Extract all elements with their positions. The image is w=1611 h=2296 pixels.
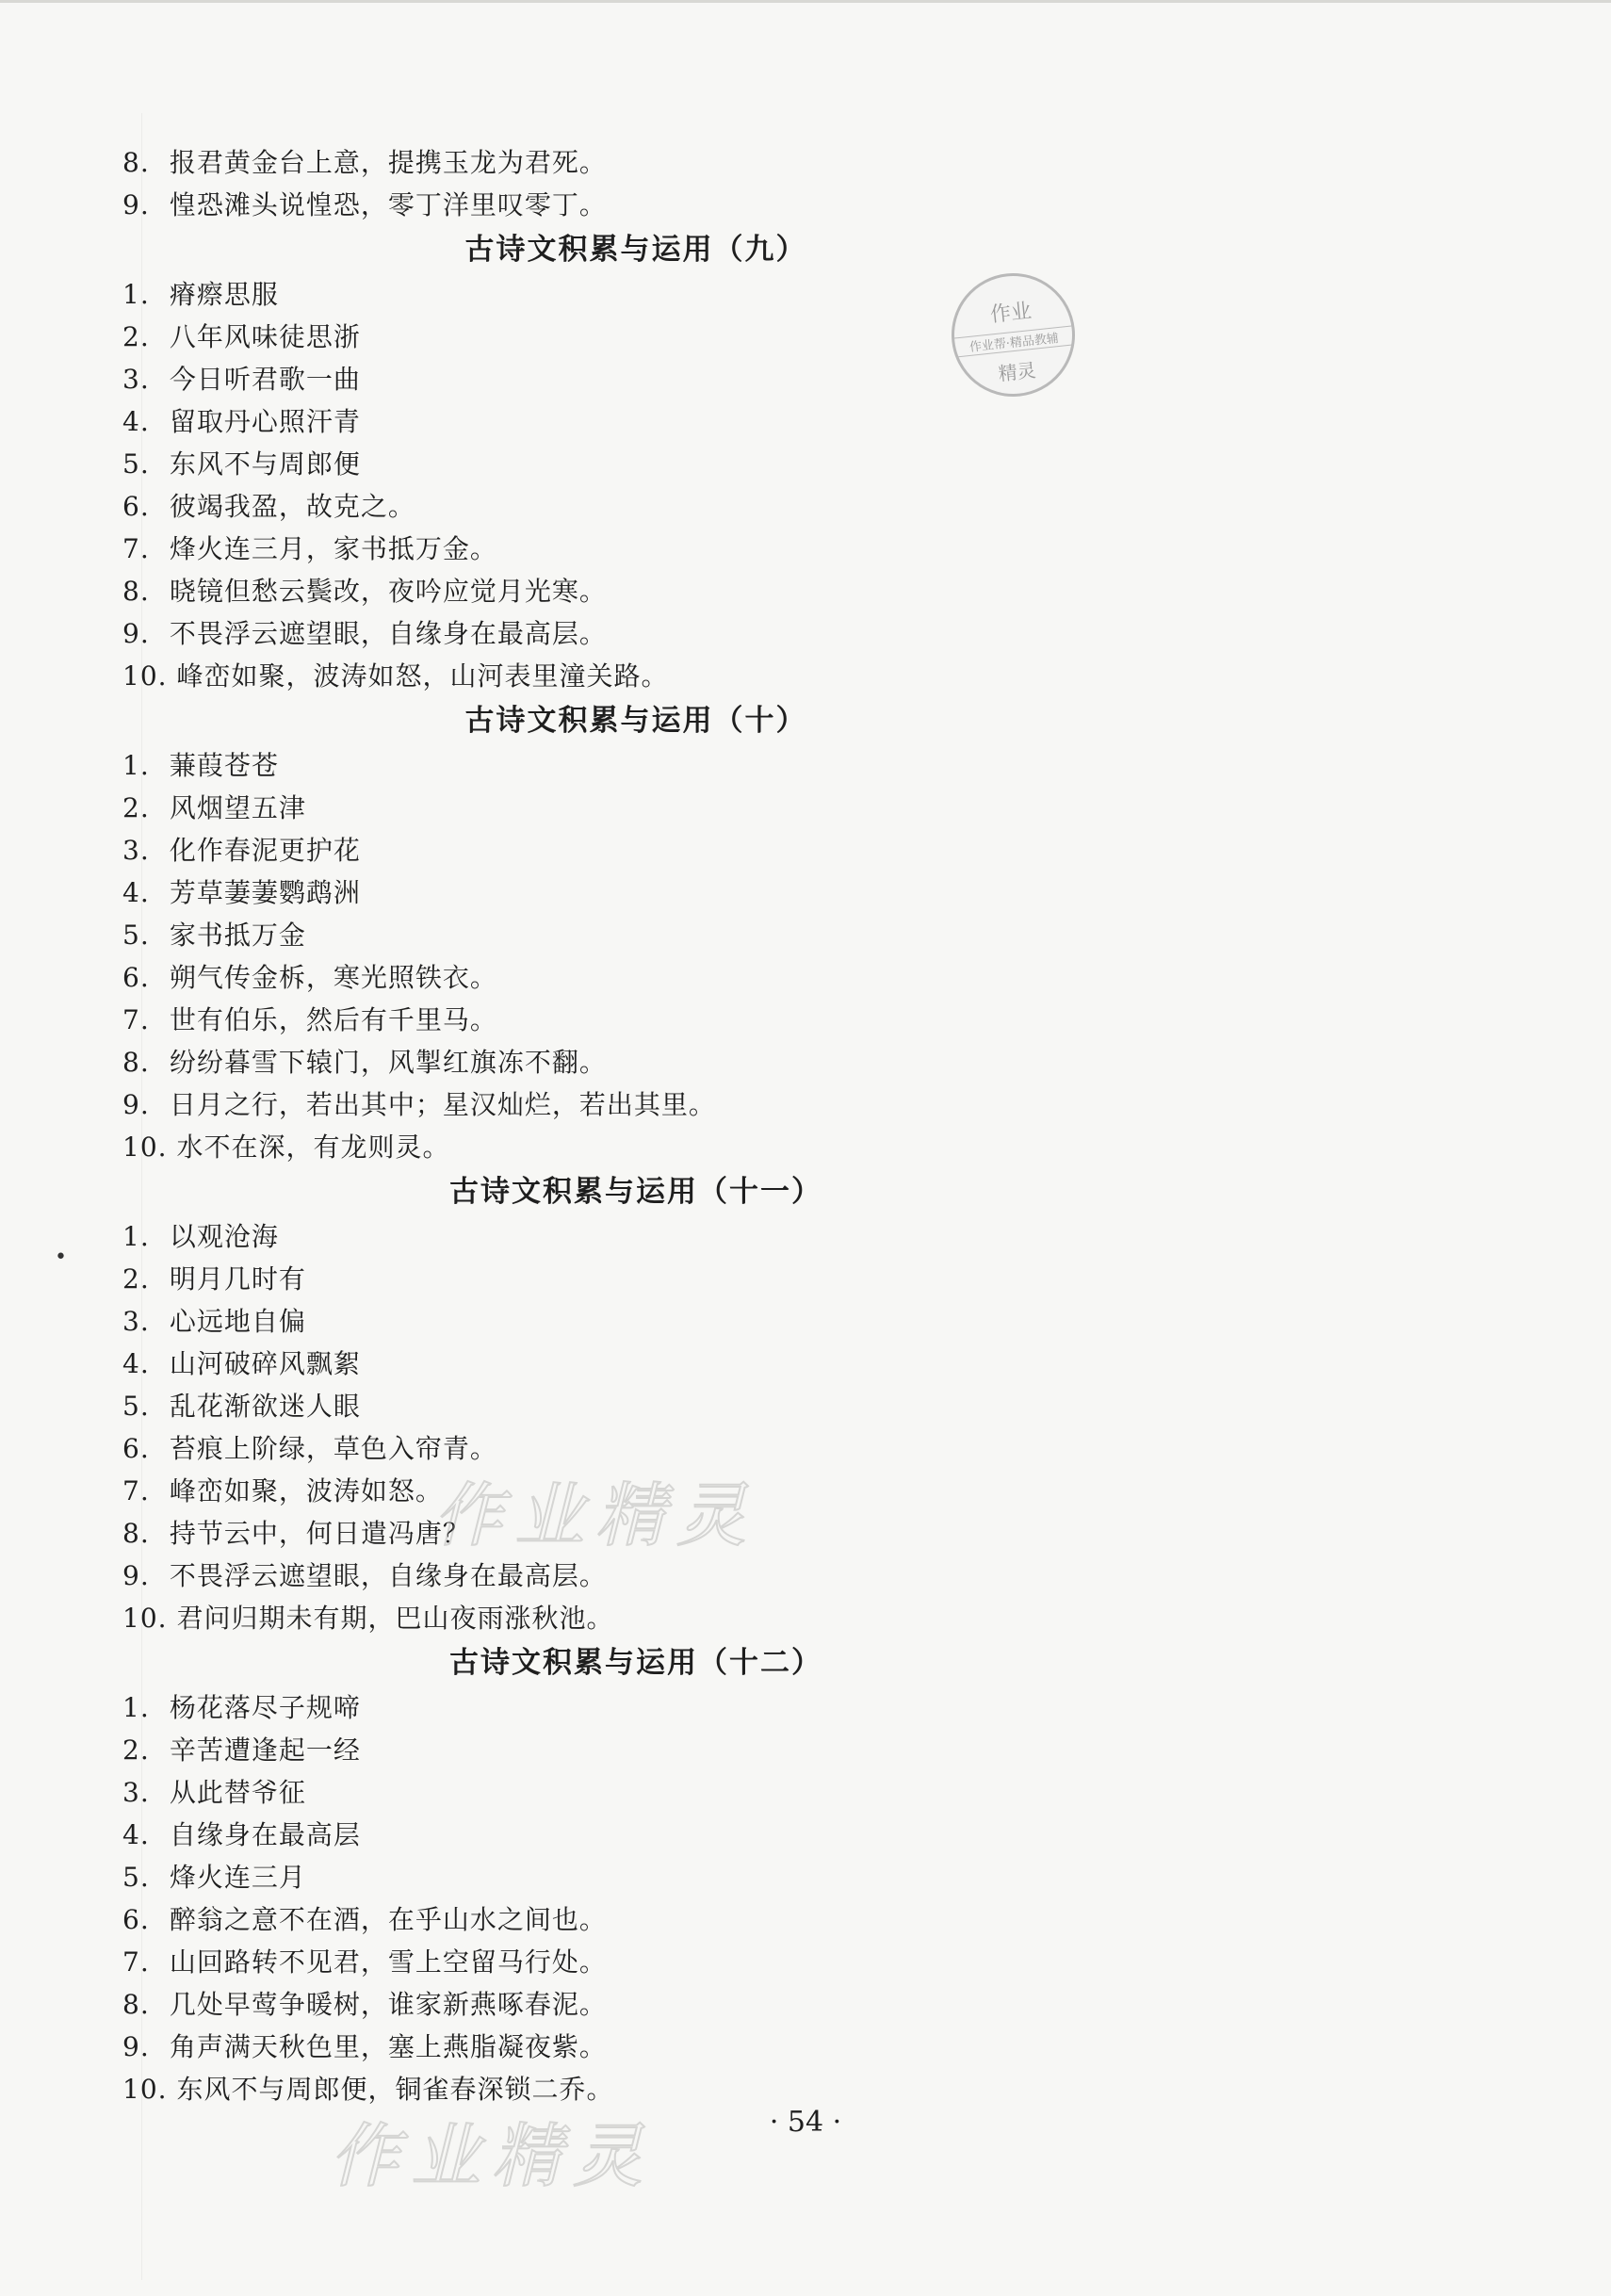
item-text: 自缘身在最高层 — [169, 1819, 361, 1850]
item-number: 10. — [122, 1132, 168, 1163]
item-number: 9. — [122, 1560, 150, 1591]
item-text: 报君黄金台上意，提携玉龙为君死。 — [169, 147, 607, 178]
answer-item — [122, 141, 1065, 184]
item-text: 东风不与周郎便 — [169, 448, 361, 480]
answer-item — [122, 485, 1065, 528]
item-number: 2. — [122, 1263, 150, 1295]
section-heading: 古诗文积累与运用（十二） — [449, 1646, 822, 1680]
answer-item — [122, 316, 1065, 358]
answer-item — [122, 1771, 1065, 1814]
answer-content — [122, 141, 1065, 2110]
answer-item — [122, 1258, 1065, 1300]
publisher-stamp: 作业 作业帮·精品教辅 精灵 — [946, 268, 1082, 403]
stray-mark: • — [55, 1246, 67, 1269]
item-text: 芳草萋萋鹦鹉洲 — [169, 877, 361, 908]
item-text: 晓镜但愁云鬓改，夜吟应觉月光寒。 — [169, 576, 607, 607]
item-text: 苔痕上阶绿，草色入帘青。 — [169, 1433, 497, 1464]
item-text: 杨花落尽子规啼 — [169, 1692, 361, 1723]
item-text: 纷纷暮雪下辕门，风掣红旗冻不翻。 — [169, 1047, 607, 1078]
item-number: 4. — [122, 406, 150, 437]
answer-item — [122, 570, 1065, 612]
answer-item — [122, 358, 1065, 400]
item-number: 8. — [122, 147, 150, 178]
answer-item — [122, 1729, 1065, 1771]
answer-item — [122, 914, 1065, 956]
item-number: 1. — [122, 279, 150, 310]
answer-item — [122, 1941, 1065, 1983]
answer-item — [122, 1555, 1065, 1597]
item-number: 10. — [122, 1603, 168, 1634]
item-number: 3. — [122, 835, 150, 866]
item-text: 辛苦遭逢起一经 — [169, 1734, 361, 1766]
item-text: 东风不与周郎便，铜雀春深锁二乔。 — [176, 2074, 614, 2105]
item-number: 5. — [122, 920, 150, 951]
item-text: 不畏浮云遮望眼，自缘身在最高层。 — [169, 618, 607, 649]
item-text: 不畏浮云遮望眼，自缘身在最高层。 — [169, 1560, 607, 1591]
answer-item — [122, 1856, 1065, 1898]
answer-item — [122, 956, 1065, 999]
item-number: 8. — [122, 576, 150, 607]
item-number: 2. — [122, 321, 150, 352]
item-number: 7. — [122, 1475, 150, 1506]
item-number: 6. — [122, 1904, 150, 1935]
item-number: 3. — [122, 364, 150, 395]
item-number: 8. — [122, 1518, 150, 1549]
answer-item — [122, 443, 1065, 485]
section-heading: 古诗文积累与运用（九） — [464, 233, 807, 267]
item-text: 角声满天秋色里，塞上燕脂凝夜紫。 — [169, 2031, 607, 2062]
item-text: 几处早莺争暖树，谁家新燕啄春泥。 — [169, 1989, 607, 2020]
item-number: 10. — [122, 660, 168, 692]
answer-item — [122, 400, 1065, 443]
answer-item — [122, 1083, 1065, 1126]
answer-item — [122, 1597, 1065, 1639]
item-text: 山回路转不见君，雪上空留马行处。 — [169, 1946, 607, 1978]
item-text: 今日听君歌一曲 — [169, 364, 361, 395]
item-number: 5. — [122, 1391, 150, 1422]
item-text: 以观沧海 — [169, 1221, 279, 1252]
item-number: 1. — [122, 1692, 150, 1723]
item-text: 峰峦如聚，波涛如怒。 — [169, 1475, 443, 1506]
watermark: 作业精灵 — [330, 2116, 654, 2197]
item-number: 8. — [122, 1989, 150, 2020]
answer-item — [122, 1983, 1065, 2026]
item-number: 6. — [122, 962, 150, 993]
item-number: 9. — [122, 189, 150, 220]
answer-item — [122, 744, 1065, 787]
item-number: 7. — [122, 533, 150, 564]
item-text: 化作春泥更护花 — [169, 835, 361, 866]
item-number: 6. — [122, 491, 150, 522]
item-number: 10. — [122, 2074, 168, 2105]
answer-item — [122, 1343, 1065, 1385]
item-text: 八年风味徒思浙 — [169, 321, 361, 352]
item-number: 5. — [122, 448, 150, 480]
item-text: 从此替爷征 — [169, 1777, 306, 1808]
item-text: 水不在深，有龙则灵。 — [176, 1132, 450, 1163]
watermark: 作业精灵 — [433, 1475, 757, 1556]
item-text: 心远地自偏 — [169, 1306, 306, 1337]
answer-item — [122, 612, 1065, 655]
item-text: 世有伯乐，然后有千里马。 — [169, 1004, 497, 1035]
item-text: 惶恐滩头说惶恐，零丁洋里叹零丁。 — [169, 189, 607, 220]
item-number: 7. — [122, 1946, 150, 1978]
item-text: 留取丹心照汗青 — [169, 406, 361, 437]
item-number: 6. — [122, 1433, 150, 1464]
answer-item — [122, 1300, 1065, 1343]
answer-item — [122, 829, 1065, 871]
answer-item — [122, 1686, 1065, 1729]
item-text: 瘠瘵思服 — [169, 279, 279, 310]
section-heading: 古诗文积累与运用（十） — [464, 704, 807, 738]
item-number: 8. — [122, 1047, 150, 1078]
item-number: 9. — [122, 2031, 150, 2062]
answer-item — [122, 999, 1065, 1041]
item-text: 烽火连三月，家书抵万金。 — [169, 533, 497, 564]
item-number: 4. — [122, 1348, 150, 1379]
item-text: 蒹葭苍苍 — [169, 750, 279, 781]
item-number: 4. — [122, 877, 150, 908]
item-text: 日月之行，若出其中；星汉灿烂，若出其里。 — [169, 1089, 716, 1120]
answer-item — [122, 1385, 1065, 1427]
answer-item — [122, 273, 1065, 316]
item-number: 7. — [122, 1004, 150, 1035]
page-top-edge — [0, 0, 1611, 3]
item-number: 5. — [122, 1862, 150, 1893]
item-text: 持节云中，何日遣冯唐？ — [169, 1518, 470, 1549]
item-text: 明月几时有 — [169, 1263, 306, 1295]
answer-item — [122, 787, 1065, 829]
item-text: 峰峦如聚，波涛如怒，山河表里潼关路。 — [176, 660, 669, 692]
item-text: 彼竭我盈，故克之。 — [169, 491, 415, 522]
item-number: 1. — [122, 750, 150, 781]
item-number: 3. — [122, 1306, 150, 1337]
item-text: 风烟望五津 — [169, 792, 306, 823]
answer-item — [122, 2026, 1065, 2068]
item-text: 醉翁之意不在酒，在乎山水之间也。 — [169, 1904, 607, 1935]
item-number: 1. — [122, 1221, 150, 1252]
item-text: 朔气传金柝，寒光照铁衣。 — [169, 962, 497, 993]
answer-item — [122, 1898, 1065, 1941]
answer-item — [122, 1215, 1065, 1258]
item-number: 3. — [122, 1777, 150, 1808]
section-heading: 古诗文积累与运用（十一） — [449, 1175, 822, 1209]
answer-item — [122, 655, 1065, 697]
item-number: 4. — [122, 1819, 150, 1850]
item-text: 山河破碎风飘絮 — [169, 1348, 361, 1379]
item-number: 9. — [122, 1089, 150, 1120]
item-number: 2. — [122, 792, 150, 823]
answer-item — [122, 1126, 1065, 1168]
item-text: 君问归期未有期，巴山夜雨涨秋池。 — [176, 1603, 614, 1634]
answer-item — [122, 184, 1065, 226]
item-text: 烽火连三月 — [169, 1862, 306, 1893]
answer-item — [122, 871, 1065, 914]
item-text: 家书抵万金 — [169, 920, 306, 951]
item-text: 乱花渐欲迷人眼 — [169, 1391, 361, 1422]
answer-item — [122, 1814, 1065, 1856]
answer-item — [122, 1041, 1065, 1083]
item-number: 2. — [122, 1734, 150, 1766]
answer-item — [122, 528, 1065, 570]
item-number: 9. — [122, 618, 150, 649]
page-number: · 54 · — [769, 2106, 842, 2139]
